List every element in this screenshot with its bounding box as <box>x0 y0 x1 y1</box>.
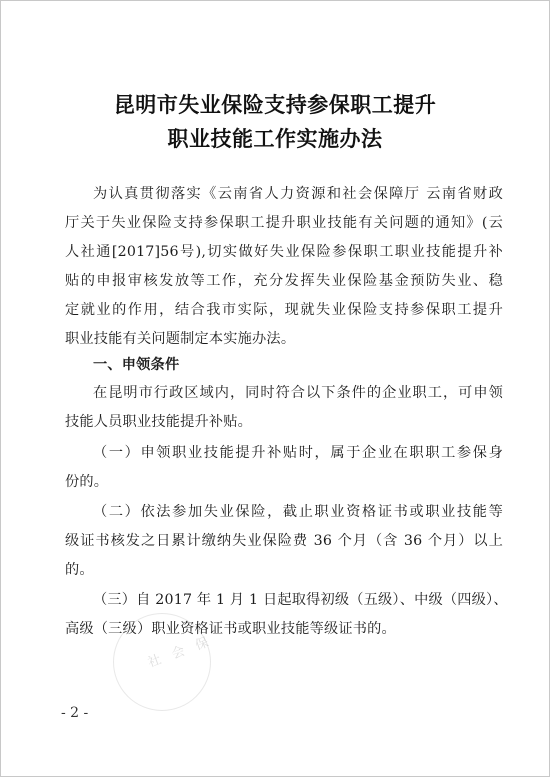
item-3-line-2: 高级（三级）职业资格证书或职业技能等级证书的。 <box>65 621 396 637</box>
lead-line-1: 在昆明市行政区域内，同时符合以下条件的企业职工，可申领 <box>93 385 503 401</box>
document-title-line-1: 昆明市失业保险支持参保职工提升 <box>113 93 437 117</box>
item-1-line-1: （一）申领职业技能提升补贴时，属于企业在职职工参保身 <box>93 445 503 461</box>
intro-line-5: 定就业的作用，结合我市实际，现就失业保险支持参保职工提升 <box>65 302 503 318</box>
document-title-line-2: 职业技能工作实施办法 <box>167 127 383 151</box>
item-2-line-2: 级证书核发之日累计缴纳失业保险费 36 个月（含 36 个月）以上 <box>65 533 503 549</box>
page-number: - 2 - <box>61 705 89 721</box>
item-2-line-1: （二）依法参加失业保险，截止职业资格证书或职业技能等 <box>93 504 503 520</box>
item-2-line-3: 的。 <box>65 562 94 578</box>
intro-line-6: 职业技能有关问题制定本实施办法。 <box>65 331 296 347</box>
item-3-line-1: （三）自 2017 年 1 月 1 日起取得初级（五级）、中级（四级）、 <box>93 592 508 608</box>
lead-line-2: 技能人员职业技能提升补贴。 <box>65 414 253 430</box>
faint-seal-text: 社 会 保 <box>146 633 215 671</box>
intro-line-4: 贴的申报审核发放等工作，充分发挥失业保险基金预防失业、稳 <box>65 273 503 289</box>
intro-line-1: 为认真贯彻落实《云南省人力资源和社会保障厅 云南省财政 <box>93 186 503 202</box>
intro-line-2: 厅关于失业保险支持参保职工提升职业技能有关问题的通知》(云 <box>65 215 503 231</box>
item-1-line-2: 份的。 <box>65 474 109 490</box>
section-heading: 一、申领条件 <box>93 357 180 373</box>
intro-line-3: 人社通[2017]56号),切实做好失业保险参保职工职业技能提升补 <box>65 244 503 260</box>
